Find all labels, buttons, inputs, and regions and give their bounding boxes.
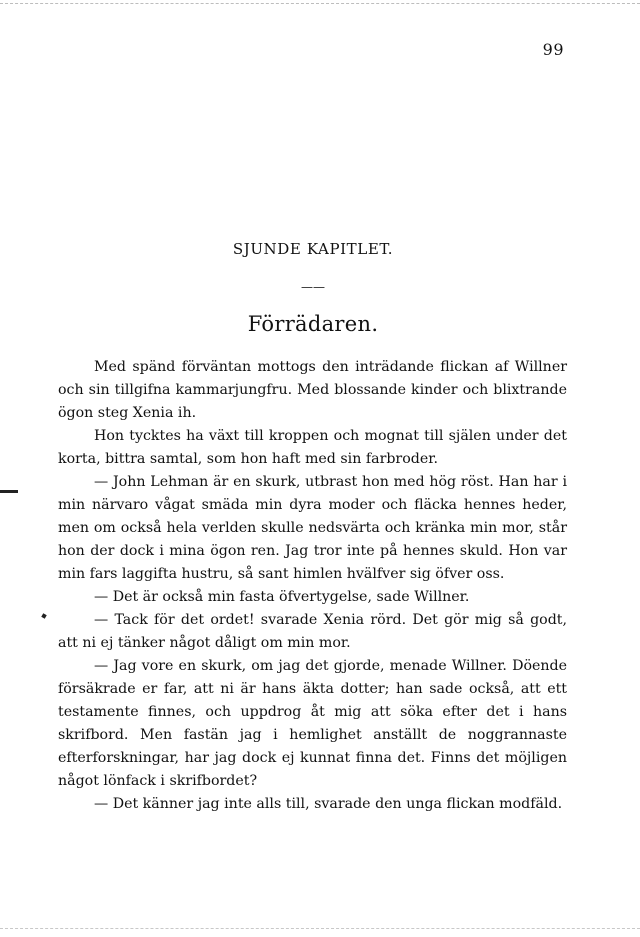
paragraph: — John Lehman är en skurk, utbrast hon med hög röst. Han har i min närvaro vågat smäda min dyra moder och fläcka hennes heder, men om också hela verlden skulle nedsvärta och kränka min mor, står hon der dock i mina ögon ren. Jag tror inte på hennes skuld. Hon var min fars laggifta hustru, så sant himlen hvälfver sig öfver oss. [58, 474, 567, 582]
paragraph: — Tack för det ordet! svarade Xenia rörd. Det gör mig så godt, att ni ej tänker något dåligt om min mor. [58, 612, 567, 651]
margin-ink-mark [0, 490, 18, 493]
page-number: 99 [542, 40, 564, 59]
paragraph: — Det är också min fasta öfvertygelse, sade Willner. [94, 589, 470, 605]
bottom-page-edge [0, 928, 640, 929]
top-page-edge [0, 3, 640, 4]
margin-ink-speck [41, 613, 46, 618]
paragraph: Hon tycktes ha växt till kroppen och mognat till själen under det korta, bittra samtal, som hon haft med sin farbroder. [58, 428, 567, 467]
chapter-heading: SJUNDE KAPITLET. [232, 240, 394, 258]
separator-rule: —— [301, 280, 325, 294]
paragraph: — Det känner jag inte alls till, svarade den unga flickan modfäld. [94, 796, 563, 812]
chapter-title: Förrädaren. [247, 312, 379, 336]
body-text [58, 356, 567, 816]
paragraph: — Jag vore en skurk, om jag det gjorde, menade Willner. Döende försäkrade er far, att ni är hans äkta dotter; han sade också, att ett testamente finnes, och uppdrog åt mig att söka efter det i hans skrifbord. Men fastän jag i hemlighet anställt de noggrannaste efterforskningar, har jag dock ej kunnat finna det. Finns det möjligen något lönfack i skrifbordet? [58, 658, 567, 789]
paragraph: Med spänd förväntan mottogs den inträdande flickan af Willner och sin tillgifna kammarjungfru. Med blossande kinder och blixtrande ögon steg Xenia ih. [58, 359, 567, 421]
